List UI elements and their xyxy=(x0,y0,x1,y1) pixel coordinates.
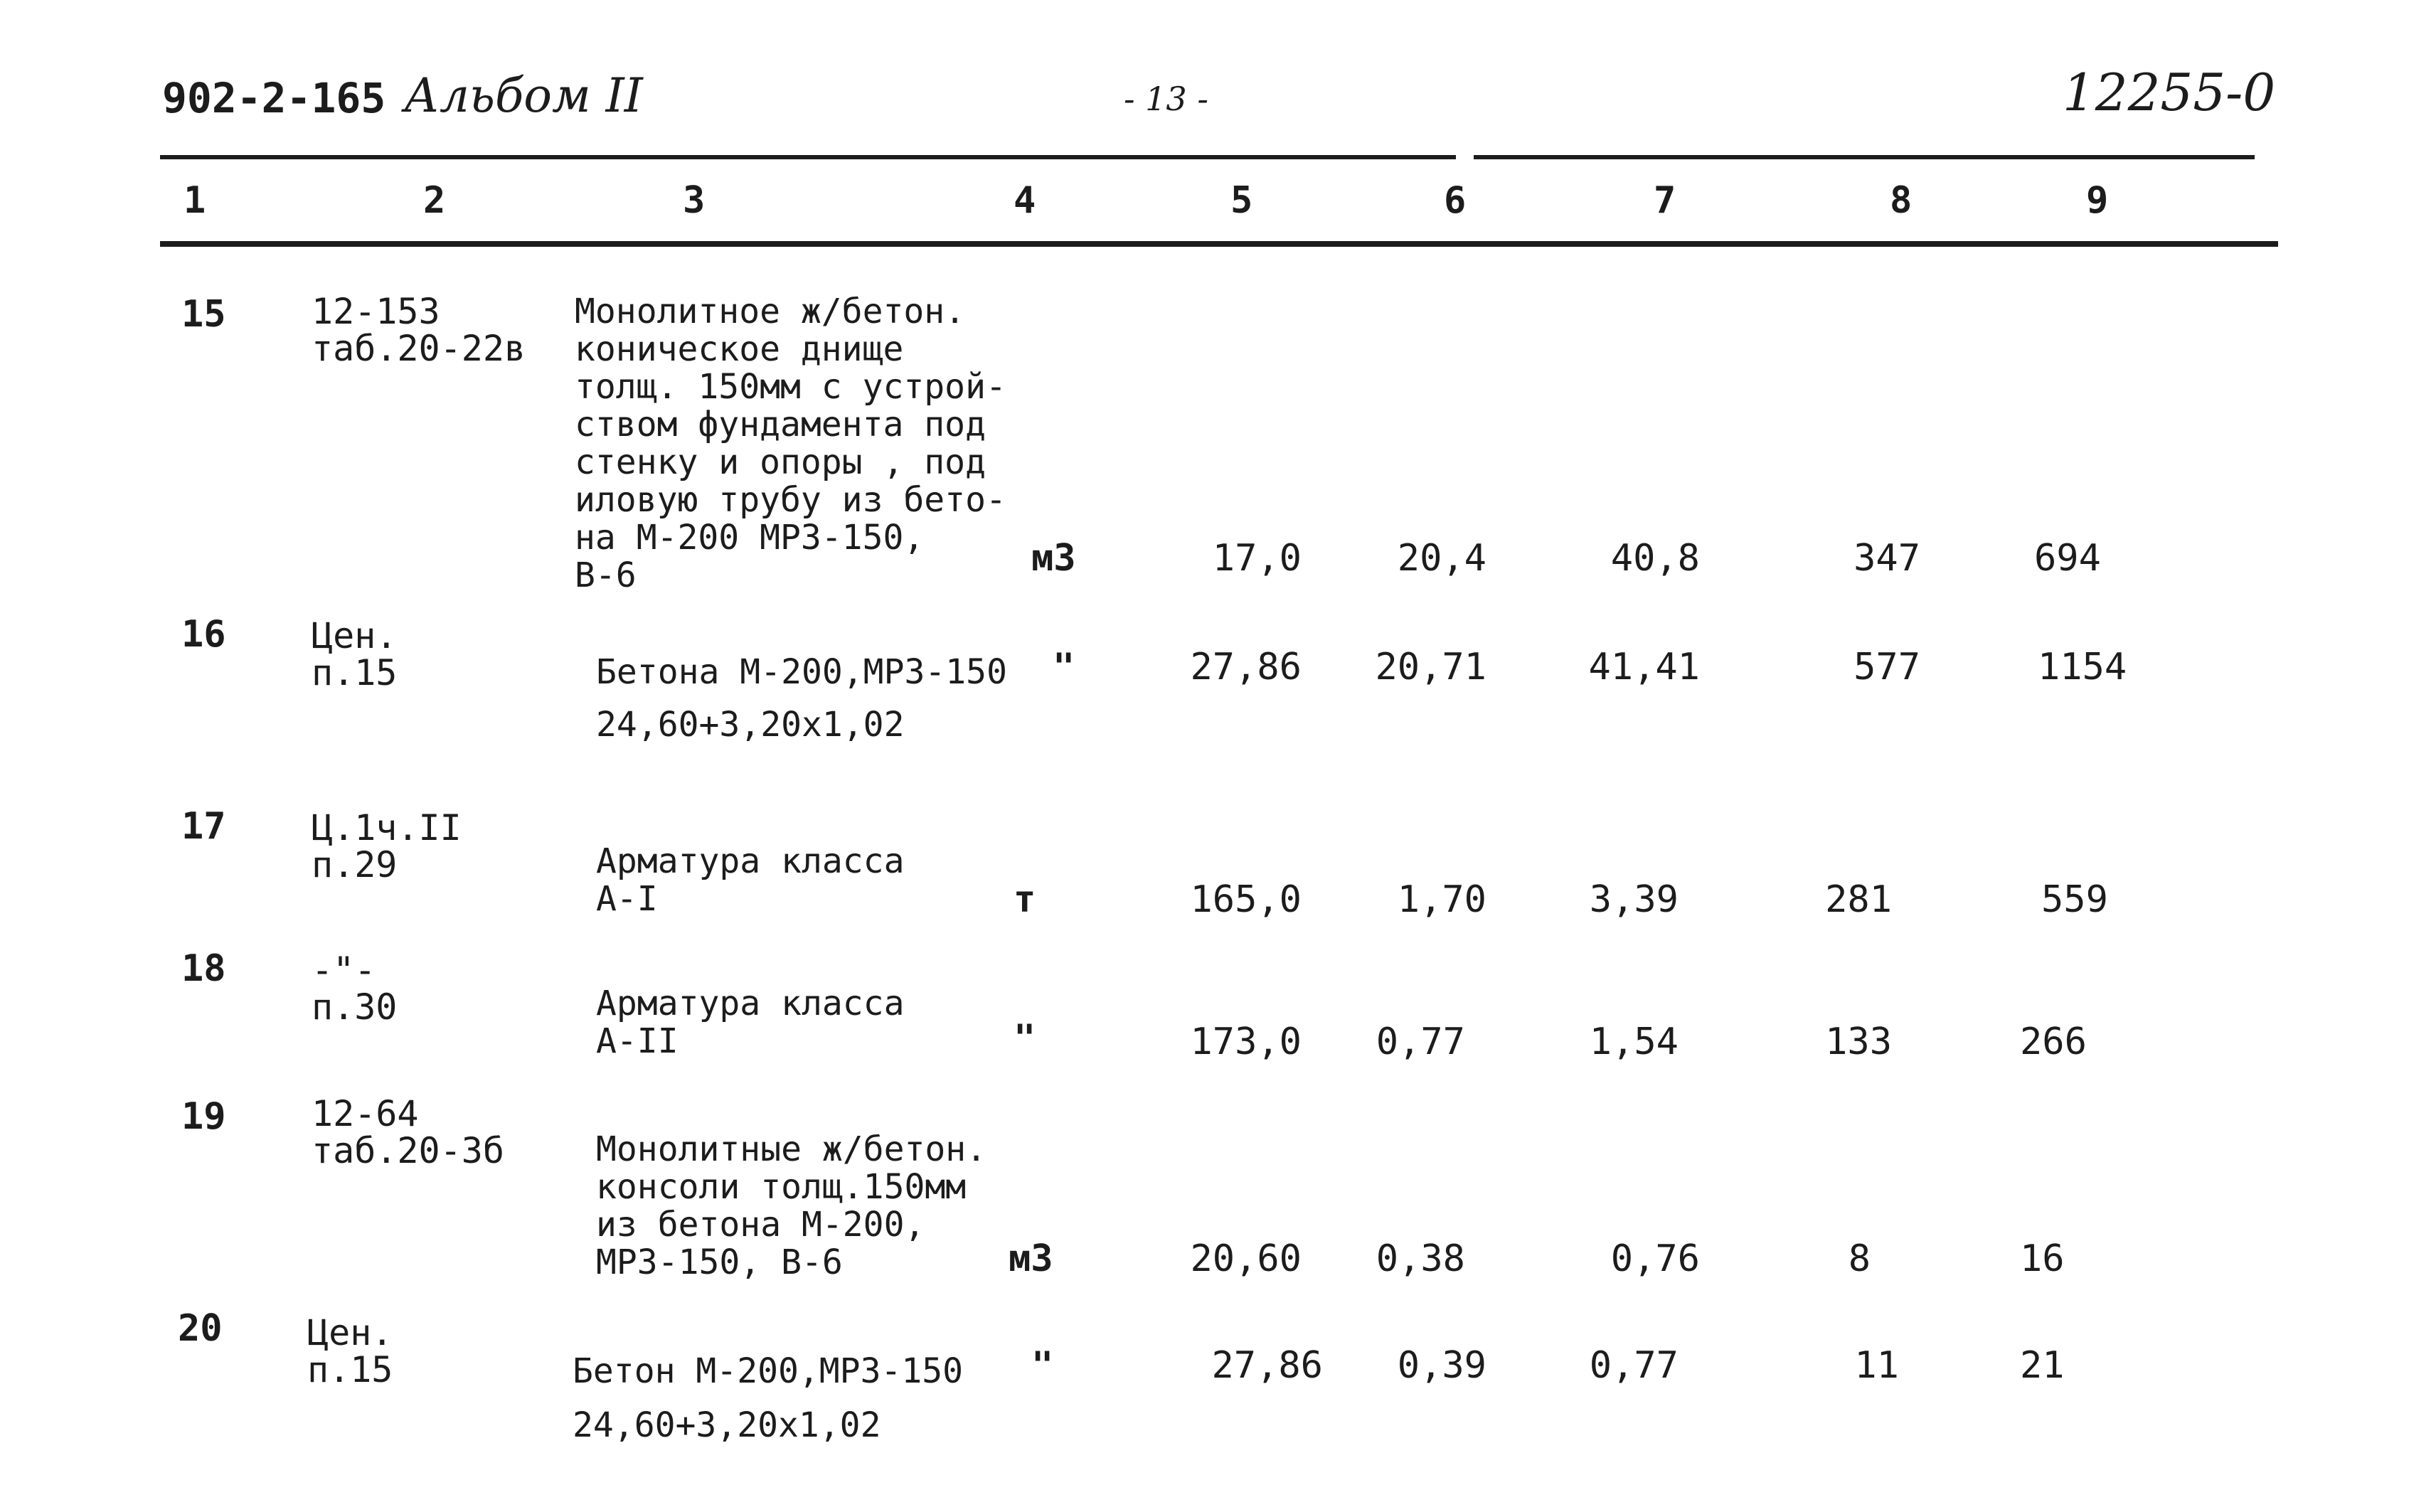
work-description xyxy=(596,843,904,918)
work-description-line: Монолитные ж/бетон. xyxy=(596,1129,987,1169)
cell-col5: 173,0 xyxy=(1190,1021,1302,1063)
norm-reference-line: таб.20-22в xyxy=(312,328,526,369)
cell-col9: 16 xyxy=(2020,1237,2065,1280)
work-description-line: МРЗ-150, В-6 xyxy=(596,1242,843,1282)
work-description-line: толщ. 150мм с устрой- xyxy=(575,367,1006,407)
page-number: - 13 - xyxy=(1124,80,1208,118)
cell-col5: 165,0 xyxy=(1190,878,1302,921)
work-description xyxy=(573,1344,963,1452)
norm-reference-line: 12-153 xyxy=(312,291,440,332)
col-header-1: 1 xyxy=(184,179,206,222)
work-description-line: иловую трубу из бето- xyxy=(575,480,1006,520)
cell-col9: 1154 xyxy=(2038,646,2127,688)
project-code: 902-2-165 xyxy=(162,74,386,122)
unit: м3 xyxy=(1009,1237,1053,1280)
cell-col7: 41,41 xyxy=(1588,646,1700,688)
work-description-line: 24,60+3,20х1,02 xyxy=(573,1405,881,1445)
row-number: 20 xyxy=(178,1307,223,1350)
header-rule-left xyxy=(160,155,1456,159)
norm-reference xyxy=(312,949,398,1028)
col-header-9: 9 xyxy=(2086,179,2109,222)
cell-col8: 8 xyxy=(1848,1237,1871,1280)
col-header-3: 3 xyxy=(683,179,706,222)
work-description-line: Арматура класса xyxy=(596,984,905,1023)
row-number: 18 xyxy=(181,947,226,990)
norm-reference-line: 12-64 xyxy=(312,1093,419,1134)
cell-col9: 694 xyxy=(2034,537,2101,580)
cell-col6: 1,70 xyxy=(1397,878,1486,921)
work-description xyxy=(596,985,904,1060)
registry-number: 12255-0 xyxy=(2063,63,2276,122)
cell-col9: 266 xyxy=(2020,1021,2087,1063)
column-header-rule xyxy=(160,241,2278,247)
work-description-line: ством фундамента под xyxy=(575,405,986,444)
row-number: 17 xyxy=(181,805,226,848)
col-header-5: 5 xyxy=(1230,179,1253,222)
cell-col6: 0,77 xyxy=(1376,1021,1465,1063)
col-header-7: 7 xyxy=(1654,179,1676,222)
work-description-line: стенку и опоры , под xyxy=(575,442,986,482)
cell-col6: 20,4 xyxy=(1397,537,1486,580)
cell-col7: 1,54 xyxy=(1589,1021,1679,1063)
norm-reference-line: Ц.1ч.II xyxy=(312,807,462,848)
norm-reference-line: Цен. xyxy=(312,615,398,656)
unit: " xyxy=(1031,1344,1054,1387)
norm-reference xyxy=(312,617,397,691)
work-description-line: на М-200 МРЗ-150, xyxy=(575,518,925,558)
norm-reference-line: п.30 xyxy=(312,986,398,1028)
norm-reference xyxy=(312,1095,504,1169)
cell-col5: 20,60 xyxy=(1190,1237,1302,1280)
unit: " xyxy=(1053,646,1075,688)
cell-col5: 27,86 xyxy=(1211,1344,1323,1387)
album-label: Альбом II xyxy=(404,68,643,123)
unit: т xyxy=(1014,878,1036,921)
cell-col9: 21 xyxy=(2020,1344,2065,1387)
cell-col8: 347 xyxy=(1853,537,1920,580)
cell-col5: 27,86 xyxy=(1190,646,1302,688)
unit: " xyxy=(1014,1017,1036,1060)
norm-reference-line: таб.20-3б xyxy=(312,1130,504,1171)
norm-reference-line: п.15 xyxy=(307,1349,393,1390)
cell-col5: 17,0 xyxy=(1212,537,1302,580)
cell-col8: 577 xyxy=(1853,646,1920,688)
norm-reference xyxy=(307,1314,393,1388)
cell-col6: 0,39 xyxy=(1397,1344,1486,1387)
cell-col8: 281 xyxy=(1825,878,1892,921)
norm-reference xyxy=(312,809,462,883)
cell-col8: 11 xyxy=(1854,1344,1899,1387)
cell-col8: 133 xyxy=(1825,1021,1892,1063)
work-description-line: А-I xyxy=(596,879,658,919)
work-description-line: консоли толщ.150мм xyxy=(596,1167,967,1207)
cell-col7: 3,39 xyxy=(1589,878,1679,921)
col-header-2: 2 xyxy=(423,179,446,222)
norm-reference-line: Цен. xyxy=(307,1312,393,1353)
col-header-6: 6 xyxy=(1444,179,1467,222)
work-description-line: Бетон М-200,МРЗ-150 xyxy=(573,1351,964,1391)
col-header-8: 8 xyxy=(1890,179,1913,222)
work-description-line: 24,60+3,20х1,02 xyxy=(596,705,905,745)
norm-reference-line: п.15 xyxy=(312,652,398,693)
work-description-line: Монолитное ж/бетон. xyxy=(575,292,966,331)
cell-col7: 0,76 xyxy=(1610,1237,1700,1280)
row-number: 19 xyxy=(181,1095,226,1138)
col-header-4: 4 xyxy=(1014,179,1036,222)
work-description-line: В-6 xyxy=(575,555,637,595)
header-rule-right xyxy=(1474,155,2255,159)
work-description-line: коническое днище xyxy=(575,329,904,369)
row-number: 15 xyxy=(181,293,226,336)
cell-col9: 559 xyxy=(2041,878,2108,921)
work-description xyxy=(596,646,1007,751)
row-number: 16 xyxy=(181,613,226,656)
cell-col6: 20,71 xyxy=(1375,646,1486,688)
work-description-line: Бетона М-200,МРЗ-150 xyxy=(596,652,1007,692)
work-description xyxy=(575,293,1006,595)
work-description-line: Арматура класса xyxy=(596,841,905,881)
norm-reference-line: -"- xyxy=(312,949,376,991)
work-description-line: А-II xyxy=(596,1021,679,1061)
unit: м3 xyxy=(1031,537,1076,580)
work-description-line: из бетона М-200, xyxy=(596,1205,925,1245)
cell-col7: 0,77 xyxy=(1589,1344,1679,1387)
cell-col6: 0,38 xyxy=(1376,1237,1465,1280)
norm-reference-line: п.29 xyxy=(312,844,398,885)
norm-reference xyxy=(312,293,526,367)
cell-col7: 40,8 xyxy=(1610,537,1700,580)
work-description xyxy=(596,1131,986,1282)
